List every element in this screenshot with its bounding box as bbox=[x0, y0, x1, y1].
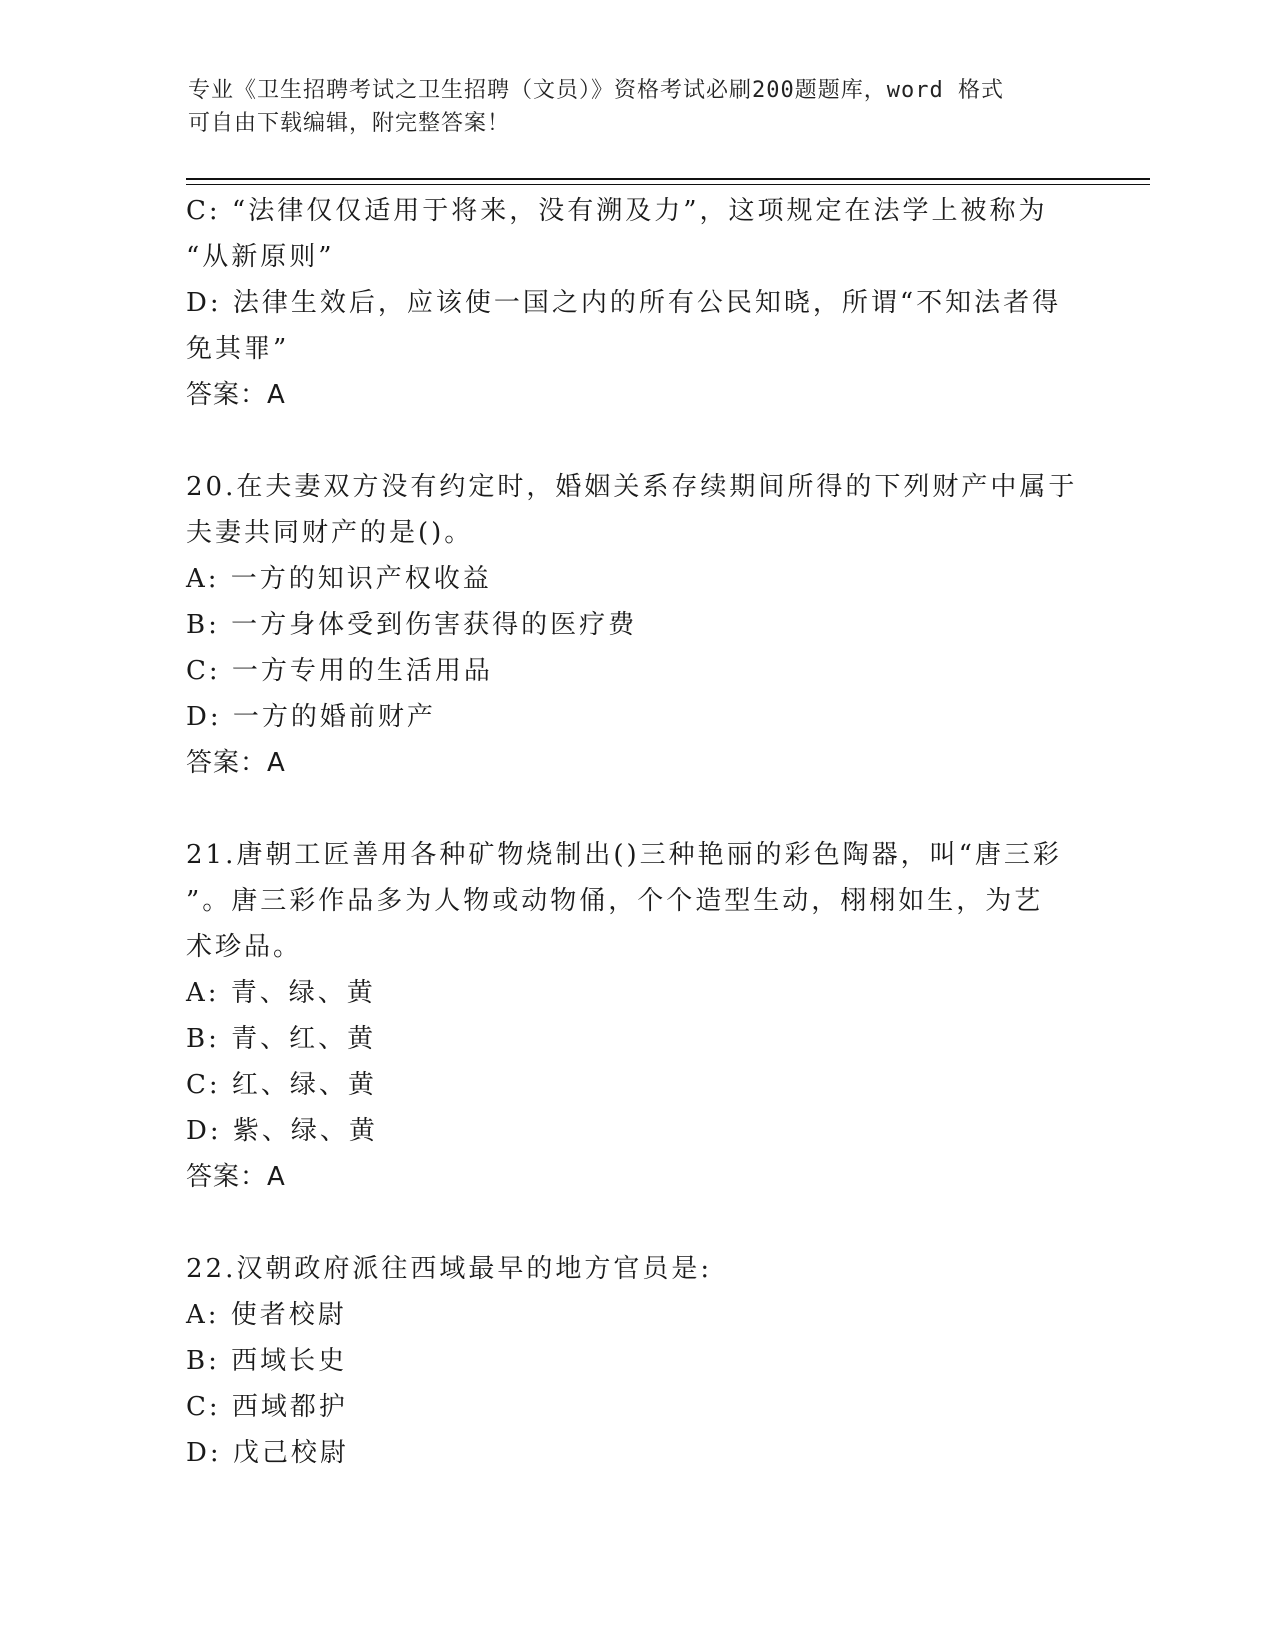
option-a: A: 使者校尉 bbox=[186, 1300, 347, 1330]
question-stem: 21.唐朝工匠善用各种矿物烧制出()三种艳丽的彩色陶器，叫“唐三彩 bbox=[186, 840, 1062, 870]
spacer bbox=[186, 786, 1086, 832]
option-c: C: 一方专用的生活用品 bbox=[186, 656, 493, 686]
header-title-line2: 可自由下载编辑，附完整答案！ bbox=[188, 111, 511, 136]
document-header bbox=[188, 74, 1088, 140]
answer-label: 答案：A bbox=[186, 380, 286, 410]
option-a: A: 青、绿、黄 bbox=[186, 978, 376, 1008]
question-21 bbox=[186, 832, 1086, 1200]
question-20 bbox=[186, 464, 1086, 786]
option-b: B: 西域长史 bbox=[186, 1346, 348, 1376]
option-c-continued: “从新原则” bbox=[186, 242, 335, 272]
option-b: B: 一方身体受到伤害获得的医疗费 bbox=[186, 610, 638, 640]
option-a: A: 一方的知识产权收益 bbox=[186, 564, 492, 594]
option-c: C: “法律仅仅适用于将来，没有溯及力”，这项规定在法学上被称为 bbox=[186, 196, 1048, 226]
header-divider-thin bbox=[186, 184, 1150, 185]
answer-label: 答案：A bbox=[186, 1162, 286, 1192]
question-stem: 22.汉朝政府派往西域最早的地方官员是: bbox=[186, 1254, 713, 1284]
question-stem-continued: 术珍品。 bbox=[186, 932, 303, 962]
option-c: C: 西域都护 bbox=[186, 1392, 348, 1422]
question-stem-continued: 夫妻共同财产的是()。 bbox=[186, 518, 474, 548]
answer-label: 答案：A bbox=[186, 748, 286, 778]
question-stem: 20.在夫妻双方没有约定时，婚姻关系存续期间所得的下列财产中属于 bbox=[186, 472, 1078, 502]
option-b: B: 青、红、黄 bbox=[186, 1024, 377, 1054]
option-d: D: 紫、绿、黄 bbox=[186, 1116, 378, 1146]
option-c: C: 红、绿、黄 bbox=[186, 1070, 377, 1100]
question-19-continued bbox=[186, 188, 1086, 418]
option-d-continued: 免其罪” bbox=[186, 334, 290, 364]
spacer bbox=[186, 418, 1086, 464]
header-title-line1: 专业《卫生招聘考试之卫生招聘（文员）》资格考试必刷200题题库，word 格式 bbox=[188, 78, 1004, 103]
question-stem-continued: ”。唐三彩作品多为人物或动物俑，个个造型生动，栩栩如生，为艺 bbox=[186, 886, 1044, 916]
question-content bbox=[186, 188, 1086, 1476]
option-d: D: 戊己校尉 bbox=[186, 1438, 349, 1468]
spacer bbox=[186, 1200, 1086, 1246]
option-d: D: 一方的婚前财产 bbox=[186, 702, 436, 732]
question-22 bbox=[186, 1246, 1086, 1476]
option-d: D: 法律生效后，应该使一国之内的所有公民知晓，所谓“不知法者得 bbox=[186, 288, 1062, 318]
header-divider-thick bbox=[186, 178, 1150, 180]
